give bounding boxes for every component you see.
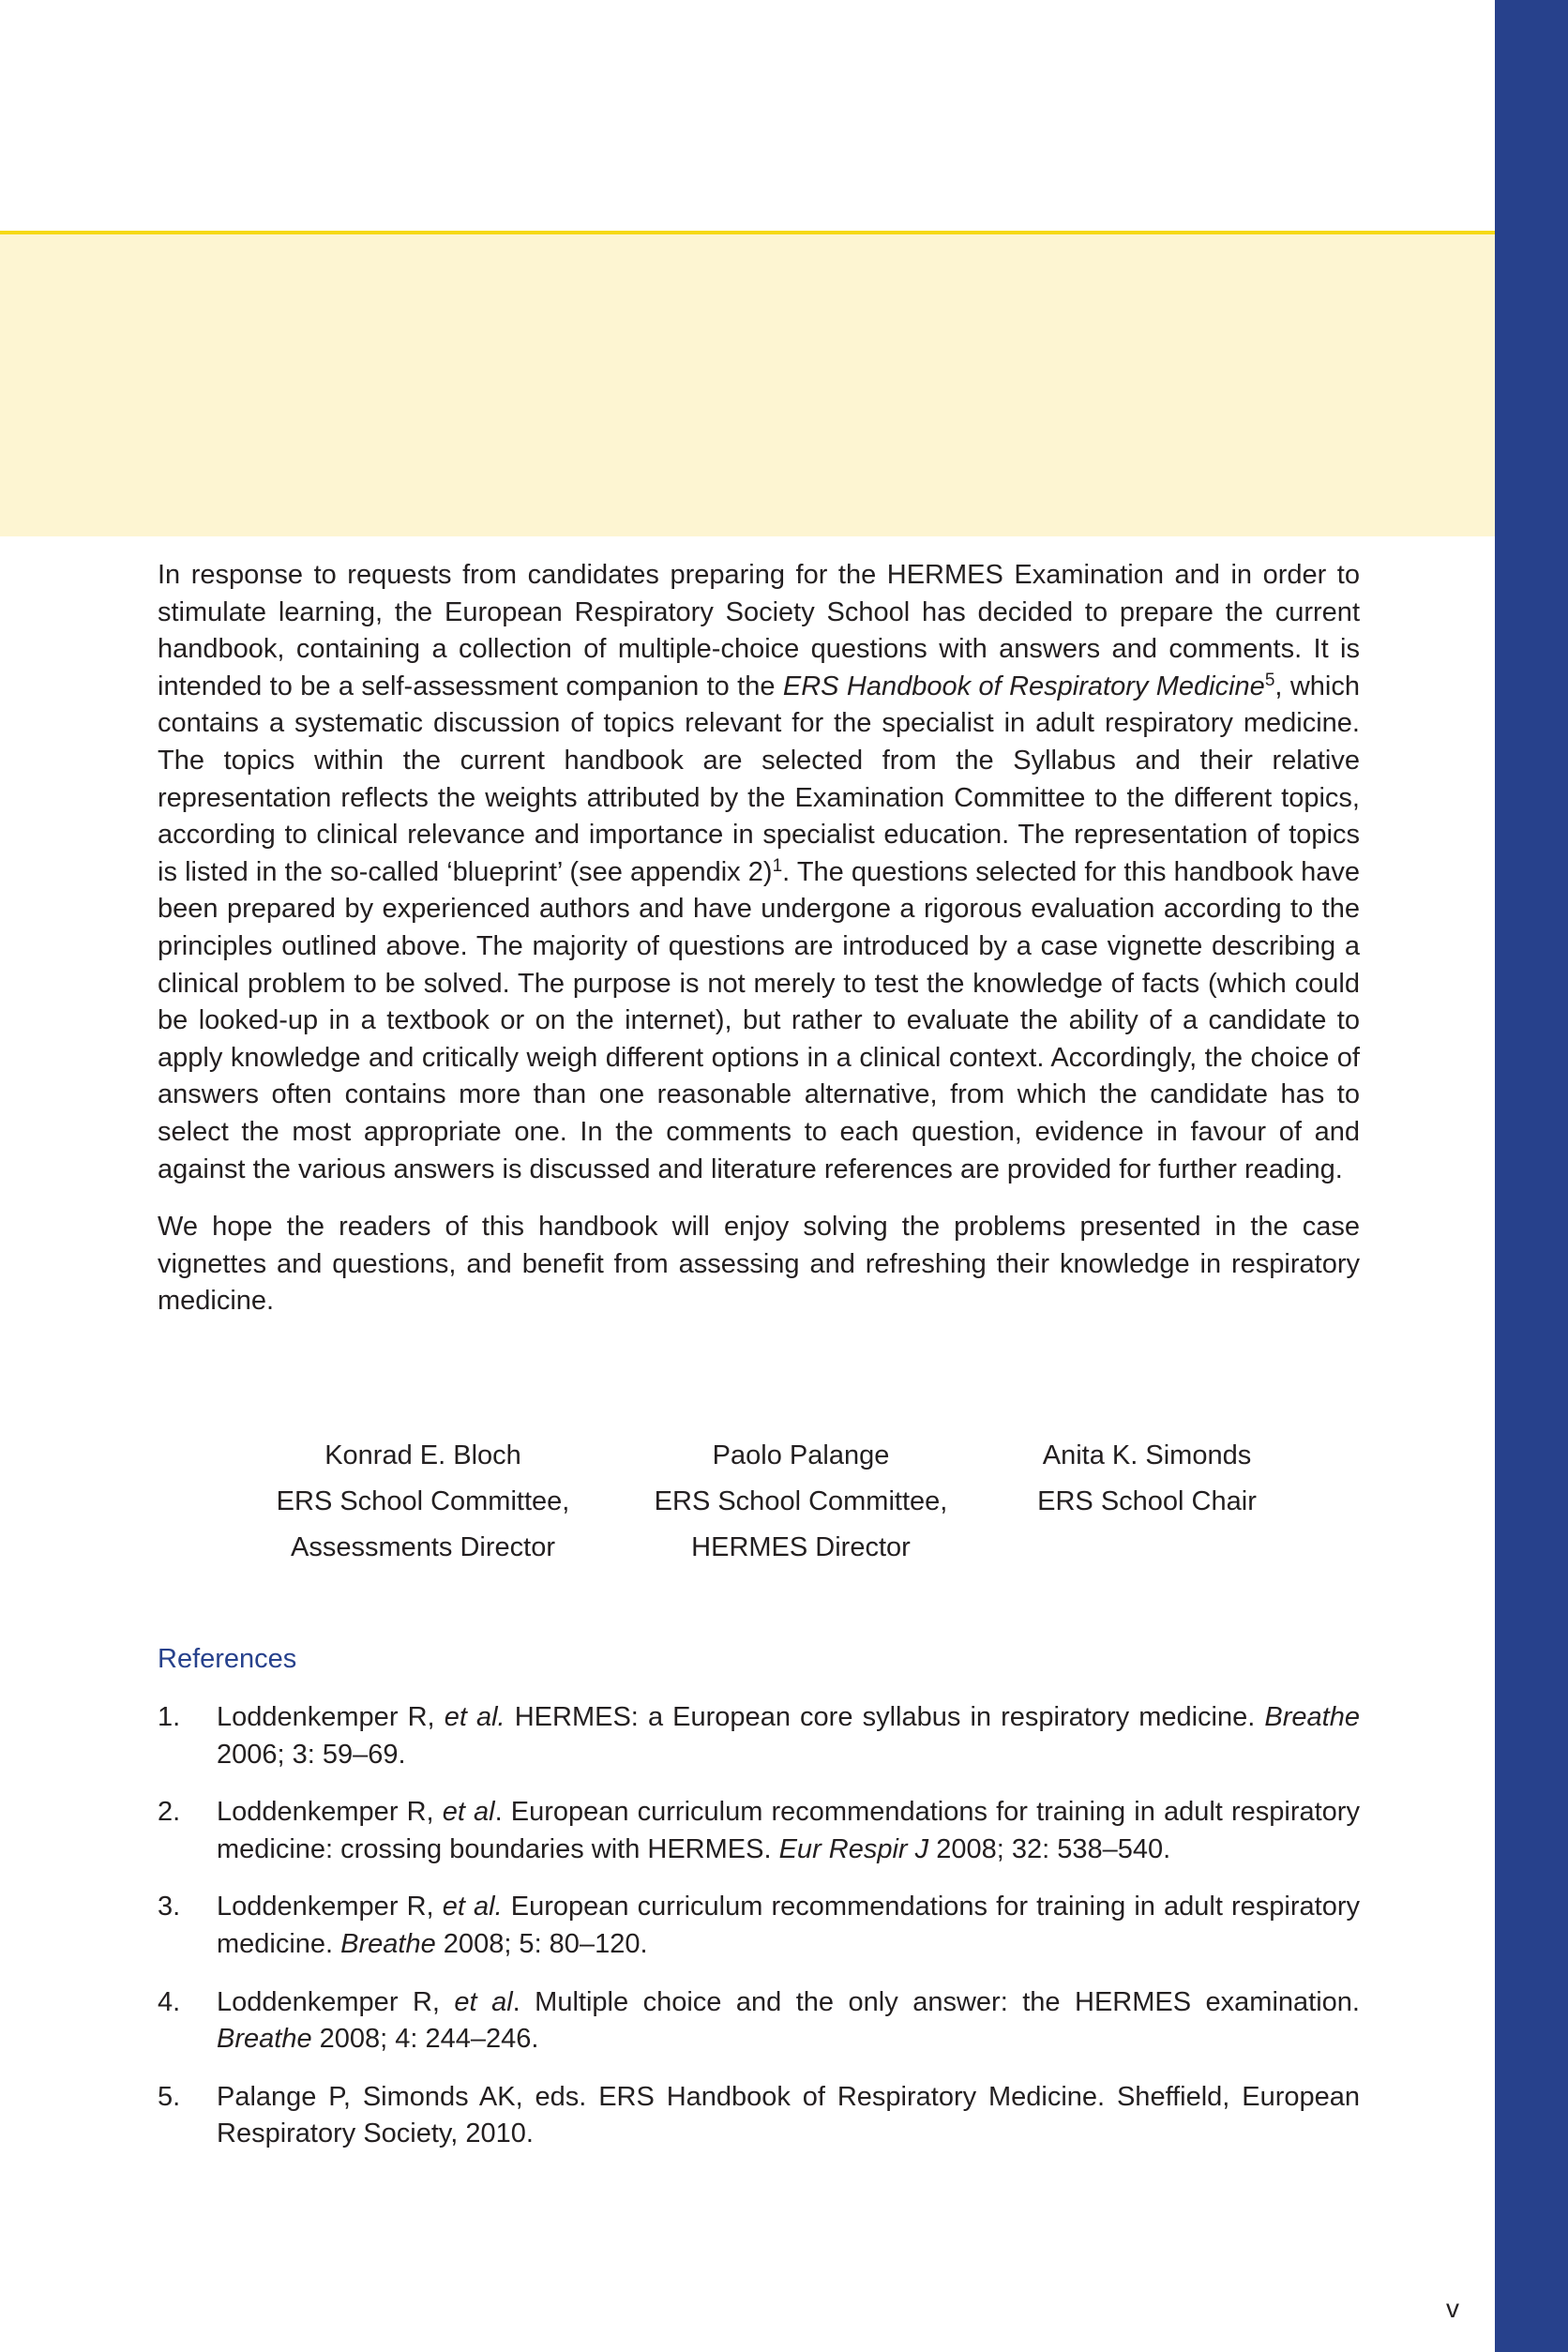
intro-paragraph — [158, 557, 1360, 1188]
closing-paragraph: We hope the readers of this handbook will enjoy solving the problems presented in the case vignettes and questions, and benefit from assessing and refreshing their knowledge in respiratory medicine. — [158, 1212, 1360, 1317]
handbook-title-italic: ERS Handbook of Respiratory Medicine — [782, 671, 1265, 701]
intro-text-part-2: , which contains a systematic discussion of topics relevant for the specialist in adult respiratory medicine. The topics within the current handbook are selected from the Syllabus and their relative representation reflects the weights attributed by the Examination Committee to the different topics, according to clinical relevance and importance in specialist education. The representation of topics is listed in the so-called ‘blueprint’ (see appendix 2) — [158, 671, 1360, 887]
signature-bloch — [261, 1433, 585, 1571]
reference-authors: Loddenkemper R, — [217, 1797, 443, 1828]
reference-citation: 2006; 3: 59–69. — [217, 1739, 406, 1770]
header-band — [0, 231, 1495, 536]
side-color-bar — [1495, 0, 1568, 2352]
signature-name: Konrad E. Bloch — [324, 1440, 521, 1470]
intro-text-part-3: . The questions selected for this handbook have been prepared by experienced authors and have undergone a rigorous evaluation according to the principles outlined above. The majority of questions are introduced by a case vignette describing a clinical problem to be solved. The purpose is not merely to test the knowledge of facts (which could be looked-up in a textbook or on the internet), but rather to evaluate the ability of a candidate to apply knowledge and critically weigh different options in a clinical context. Accordingly, the choice of answers often contains more than one reasonable alternative, from which the candidate has to select the most appropriate one. In the comments to each question, evidence in favour of and against the various answers is discussed and literature references are provided for further reading. — [158, 856, 1360, 1184]
reference-authors: Loddenkemper R, — [217, 1702, 445, 1732]
signature-name: Anita K. Simonds — [1042, 1440, 1252, 1470]
citation-superscript-1: 1 — [772, 855, 783, 876]
citation-superscript-5: 5 — [1264, 670, 1275, 690]
signature-role: ERS School Chair — [1037, 1486, 1257, 1516]
signature-simonds — [1022, 1433, 1272, 1525]
reference-journal: Breathe — [1264, 1702, 1360, 1732]
reference-et-al: et al — [442, 1797, 495, 1828]
reference-title: HERMES: a European core syllabus in respiratory medicine. — [505, 1702, 1265, 1732]
reference-et-al: et al. — [442, 1892, 503, 1922]
reference-item — [158, 1794, 1360, 1868]
signature-block — [0, 1433, 1568, 1583]
references-heading: References — [158, 1644, 297, 1674]
signature-role: HERMES Director — [691, 1532, 911, 1562]
signature-role: ERS School Committee, — [654, 1486, 948, 1516]
reference-number: 1. — [158, 1702, 181, 1732]
reference-journal: Breathe — [340, 1928, 436, 1959]
main-content — [158, 557, 1360, 1320]
reference-journal: Eur Respir J — [778, 1833, 929, 1864]
reference-et-al: et al. — [444, 1702, 505, 1732]
signature-role: Assessments Director — [290, 1532, 555, 1562]
reference-title: . European curriculum recommendations for training in adult respiratory medicine: crossing boundaries with HERMES. — [217, 1797, 1360, 1864]
reference-number: 2. — [158, 1797, 181, 1828]
signature-palange — [638, 1433, 964, 1571]
reference-text: Palange P, Simonds AK, eds. ERS Handbook of Respiratory Medicine. Sheffield, European Respiratory Society, 2010. — [217, 2081, 1360, 2149]
references-section — [158, 1641, 1360, 2174]
intro-text-part-1: In response to requests from candidates preparing for the HERMES Examination and in order to stimulate learning, the European Respiratory Society School has decided to prepare the current handbook, containing a collection of multiple-choice questions with answers and comments. It is intended to be a self-assessment companion to the — [158, 560, 1360, 701]
reference-item — [158, 2079, 1360, 2153]
reference-number: 5. — [158, 2081, 181, 2112]
reference-title: . Multiple choice and the only answer: the HERMES examination. — [512, 1986, 1360, 2017]
reference-authors: Loddenkemper R, — [217, 1986, 455, 2017]
reference-et-al: et al — [454, 1986, 513, 2017]
reference-citation: 2008; 32: 538–540. — [928, 1833, 1171, 1864]
reference-item — [158, 1699, 1360, 1773]
reference-authors: Loddenkemper R, — [217, 1892, 443, 1922]
reference-number: 3. — [158, 1892, 181, 1922]
reference-item — [158, 1889, 1360, 1963]
reference-item — [158, 1984, 1360, 2058]
reference-number: 4. — [158, 1986, 181, 2017]
reference-citation: 2008; 4: 244–246. — [311, 2024, 539, 2055]
references-list — [158, 1699, 1360, 2153]
reference-citation: 2008; 5: 80–120. — [435, 1928, 648, 1959]
signature-name: Paolo Palange — [712, 1440, 890, 1470]
page-number: v — [1446, 2294, 1459, 2323]
reference-journal: Breathe — [217, 2024, 312, 2055]
signature-role: ERS School Committee, — [276, 1486, 570, 1516]
reference-title: European curriculum recommendations for training in adult respiratory medicine. — [217, 1892, 1361, 1959]
